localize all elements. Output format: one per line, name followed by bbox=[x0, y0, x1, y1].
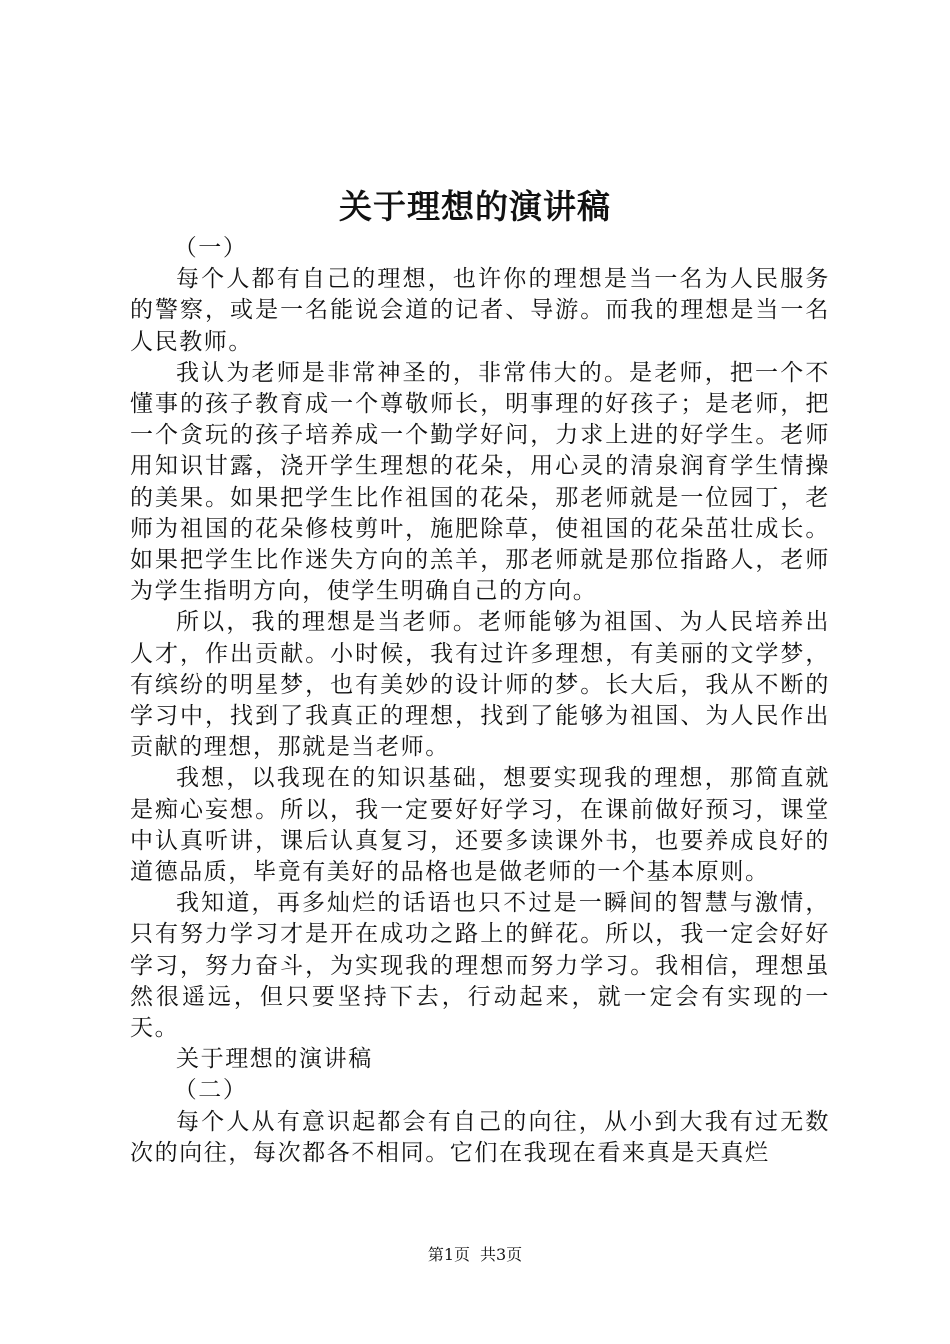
paragraph: 每个人从有意识起都会有自己的向往，从小到大我有过无数次的向往，每次都各不相同。它们在我现在看来真是天真烂 bbox=[130, 1108, 830, 1166]
paragraph: 每个人都有自己的理想，也许你的理想是当一名为人民服务的警察，或是一名能说会道的记者、导游。而我的理想是当一名人民教师。 bbox=[130, 266, 830, 355]
paragraph: 我认为老师是非常神圣的，非常伟大的。是老师，把一个不懂事的孩子教育成一个尊敬师长，明事理的好孩子；是老师，把一个贪玩的孩子培养成一个勤学好问，力求上进的好学生。老师用知识甘露，浇开学生理想的花朵，用心灵的清泉润育学生情操的美果。如果把学生比作祖国的花朵，那老师就是一位园丁，老师为祖国的花朵修枝剪叶，施肥除草，使祖国的花朵茁壮成长。如果把学生比作迷失方向的羔羊，那老师就是那位指路人，老师为学生指明方向，使学生明确自己的方向。 bbox=[130, 359, 830, 605]
section-heading: 关于理想的演讲稿 bbox=[176, 1046, 373, 1073]
page-number: 第1页 bbox=[427, 1245, 470, 1264]
page-footer bbox=[0, 1244, 950, 1266]
document-title: 关于理想的演讲稿 bbox=[339, 187, 611, 226]
paragraph: 我想，以我现在的知识基础，想要实现我的理想，那简直就是痴心妄想。所以，我一定要好好学习，在课前做好预习，课堂中认真听讲，课后认真复习，还要多读课外书，也要养成良好的道德品质，毕竟有美好的品格也是做老师的一个基本原则。 bbox=[130, 765, 830, 886]
section-label: （一） bbox=[173, 235, 248, 261]
paragraph: 我知道，再多灿烂的话语也只不过是一瞬间的智慧与激情，只有努力学习才是开在成功之路上的鲜花。所以，我一定会好好学习，努力奋斗，为实现我的理想而努力学习。我相信，理想虽然很遥远，但只要坚持下去，行动起来，就一定会有实现的一天。 bbox=[130, 890, 830, 1042]
section-label: （二） bbox=[173, 1077, 248, 1104]
document-body bbox=[130, 233, 830, 1169]
page-total: 共3页 bbox=[480, 1245, 523, 1264]
paragraph: 所以，我的理想是当老师。老师能够为祖国、为人民培养出人才，作出贡献。小时候，我有过许多理想，有美丽的文学梦，有缤纷的明星梦，也有美妙的设计师的梦。长大后，我从不断的学习中，找到了我真正的理想，找到了能够为祖国、为人民作出贡献的理想，那就是当老师。 bbox=[130, 609, 830, 761]
